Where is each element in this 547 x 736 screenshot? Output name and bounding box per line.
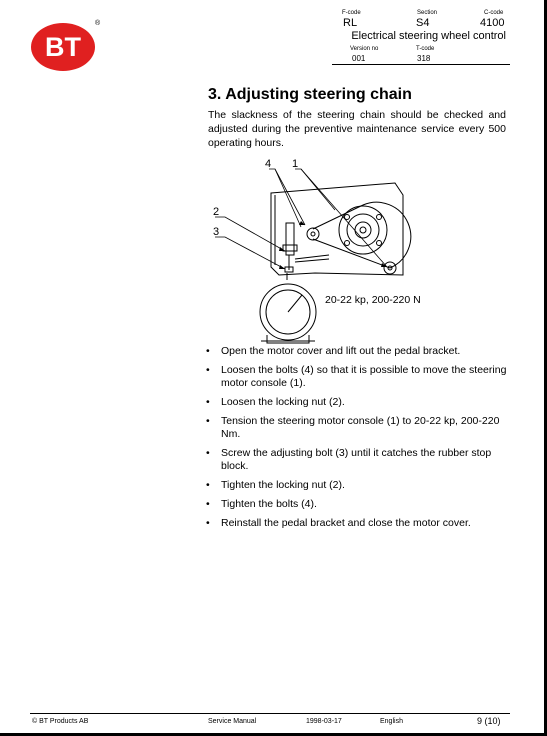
- bullet: •: [206, 396, 210, 408]
- bullet: •: [206, 479, 210, 491]
- list-item: [206, 517, 511, 530]
- force-label: 20-22 kp, 200-220 N: [325, 294, 421, 306]
- steering-chain-figure: [205, 155, 435, 345]
- step-text: Reinstall the pedal bracket and close the motor cover.: [221, 517, 471, 529]
- footer-rule: [30, 713, 510, 714]
- list-item: [206, 364, 511, 390]
- bullet: •: [206, 364, 210, 376]
- intro-paragraph: The slackness of the steering chain should be checked and adjusted during the preventive maintenance service every 500 operating hours.: [208, 109, 506, 149]
- step-text: Open the motor cover and lift out the pedal bracket.: [221, 345, 461, 357]
- list-item: [206, 396, 511, 409]
- bullet: •: [206, 447, 210, 459]
- list-item: [206, 498, 511, 511]
- version-label: Version no: [350, 46, 379, 52]
- step-text: Screw the adjusting bolt (3) until it catches the rubber stop block.: [221, 447, 492, 472]
- section-value: S4: [416, 17, 430, 29]
- list-item: [206, 479, 511, 492]
- callout-2: 2: [213, 206, 220, 218]
- section-heading: 3. Adjusting steering chain: [208, 86, 412, 103]
- document-title: Electrical steering wheel control: [351, 30, 506, 42]
- list-item: [206, 447, 511, 473]
- tcode-label: T-code: [416, 46, 435, 52]
- procedure-steps: [206, 345, 511, 536]
- registered-mark: ®: [95, 20, 101, 27]
- bullet: •: [206, 498, 210, 510]
- ccode-label: C-code: [484, 10, 504, 16]
- step-text: Tighten the bolts (4).: [221, 498, 317, 510]
- step-text: Loosen the bolts (4) so that it is possible to move the steering motor console (1).: [221, 364, 507, 389]
- bullet: •: [206, 345, 210, 357]
- list-item: [206, 345, 511, 358]
- callout-1: 1: [292, 158, 299, 170]
- step-text: Tighten the locking nut (2).: [221, 479, 345, 491]
- footer-date: 1998-03-17: [306, 718, 342, 725]
- header-rule: [332, 64, 510, 65]
- footer-copyright: © BT Products AB: [32, 718, 89, 725]
- fcode-label: F-code: [342, 10, 361, 16]
- ccode-value: 4100: [480, 17, 505, 29]
- bt-logo: [30, 22, 96, 72]
- callout-4: 4: [265, 158, 272, 170]
- logo-text: BT: [45, 32, 81, 62]
- bullet: •: [206, 415, 210, 427]
- footer-language: English: [380, 718, 403, 725]
- footer-page-number: 9 (10): [477, 716, 501, 726]
- version-value: 001: [352, 54, 366, 63]
- bullet: •: [206, 517, 210, 529]
- fcode-value: RL: [343, 17, 358, 29]
- step-text: Tension the steering motor console (1) to 20-22 kp, 200-220 Nm.: [221, 415, 500, 440]
- callout-3: 3: [213, 226, 220, 238]
- tcode-value: 318: [417, 54, 431, 63]
- footer-doc-type: Service Manual: [208, 718, 257, 725]
- step-text: Loosen the locking nut (2).: [221, 396, 345, 408]
- section-label: Section: [417, 10, 438, 16]
- list-item: [206, 415, 511, 441]
